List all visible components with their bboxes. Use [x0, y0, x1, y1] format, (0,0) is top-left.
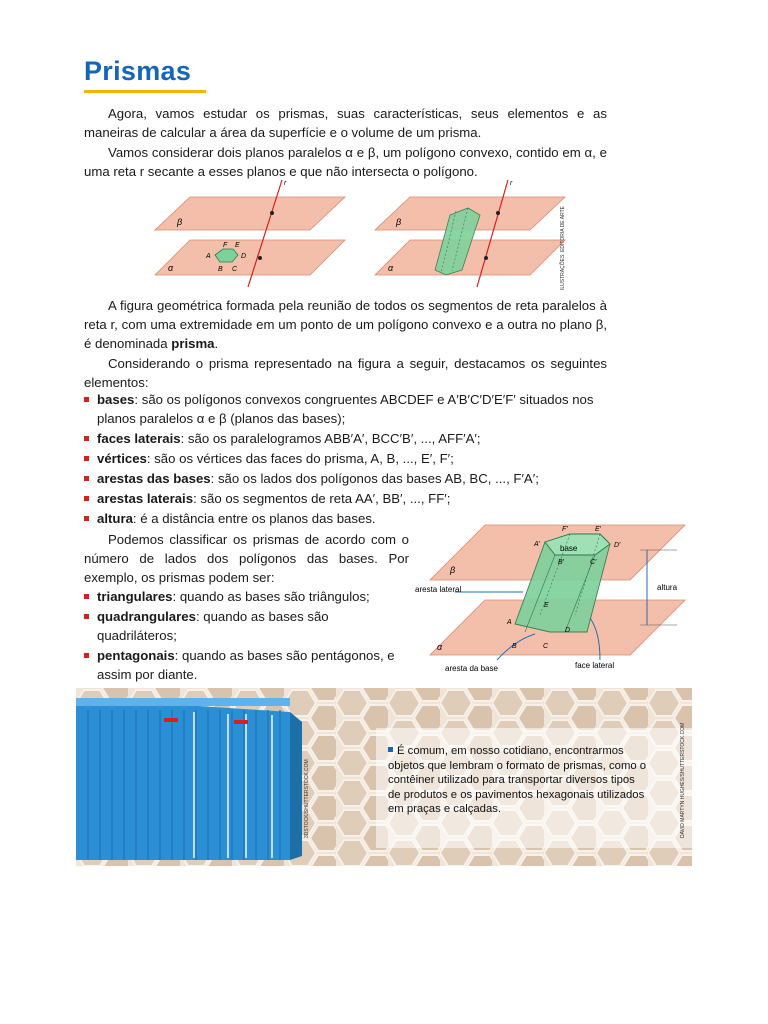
- label-B: B: [512, 643, 517, 650]
- list-item: altura: é a distância entre os planos das bases.: [84, 509, 607, 528]
- label-B-prime: B′: [558, 559, 564, 566]
- list-item: bases: são os polígonos convexos congruentes ABCDEF e A′B′C′D′E′F′ situados nos planos paralelos α e β (planos das bases);: [84, 390, 607, 428]
- plane-beta-left: [155, 197, 345, 230]
- caption-bullet: [388, 747, 393, 752]
- elements-intro: Considerando o prisma representado na figura a seguir, destacamos os seguintes elementos:: [84, 356, 607, 390]
- definition-paragraph: A figura geométrica formada pela reunião de todos os segmentos de reta paralelos à reta r, com uma extremidade em um ponto de um polígono convexo e a outra no plano β, é denominada prisma.: [84, 298, 607, 351]
- label-aresta-da-base: aresta da base: [445, 664, 498, 673]
- label-D-prime: D′: [614, 542, 621, 549]
- list-item: faces laterais: são os paralelogramos ABB′A′, BCC′B′, ..., AFF′A′;: [84, 429, 607, 448]
- label-E: E: [235, 242, 240, 249]
- label-C: C: [232, 266, 238, 273]
- label-B: B: [218, 266, 223, 273]
- intro-paragraph-2: Vamos considerar dois planos paralelos α e β, um polígono convexo, contido em α, e uma reta r secante a esses planos e que não intersecta o polígono.: [84, 145, 607, 179]
- list-item: quadrangulares: quando as bases são quadriláteros;: [84, 607, 409, 645]
- credit-left: 3DSTOCK/SHUTTERSTOCK.COM: [304, 759, 310, 838]
- label-E: E: [544, 602, 549, 609]
- label-altura: altura: [657, 583, 678, 592]
- label-C: C: [543, 643, 549, 650]
- list-item: arestas das bases: são os lados dos polígonos das bases AB, BC, ..., F′A′;: [84, 469, 607, 488]
- label-base: base: [560, 544, 578, 553]
- label-D: D: [565, 627, 571, 634]
- figure1-credit: ILUSTRAÇÕES: EDITORIA DE ARTE: [560, 205, 566, 290]
- label-beta: β: [450, 565, 456, 575]
- label-alpha-left: α: [168, 263, 174, 273]
- figure-prism-elements: [415, 520, 690, 680]
- list-item: pentagonais: quando as bases são pentágonos, e assim por diante.: [84, 646, 409, 684]
- term-prisma: prisma: [171, 336, 215, 351]
- label-alpha-right: α: [388, 263, 394, 273]
- label-A: A: [206, 253, 211, 260]
- prism-kinds-list: [84, 587, 409, 685]
- label-aresta-lateral: aresta lateral: [415, 585, 462, 594]
- label-A: A: [507, 619, 512, 626]
- list-item: arestas laterais: são os segmentos de reta AA′, BB′, ..., FF′;: [84, 489, 607, 508]
- list-item: vértices: são os vértices das faces do prisma, A, B, ..., E′, F′;: [84, 449, 607, 468]
- label-beta-right: β: [396, 217, 402, 227]
- elements-list: [84, 390, 607, 529]
- label-F: F: [223, 242, 228, 249]
- credit-right: DAVID MARTYN HUGHES/SHUTTERSTOCK.COM: [680, 722, 686, 838]
- plane-alpha-left: [155, 240, 345, 275]
- label-C-prime: C′: [590, 559, 597, 566]
- label-alpha: α: [437, 642, 443, 652]
- label-beta-left: β: [177, 217, 183, 227]
- title-underline: [84, 90, 206, 93]
- label-r-right: r: [510, 180, 513, 187]
- label-A-prime: A′: [534, 541, 540, 548]
- label-r-left: r: [284, 180, 287, 187]
- page-title: Prismas: [84, 56, 192, 86]
- label-E-prime: E′: [595, 526, 601, 533]
- photo-caption: É comum, em nosso cotidiano, encontrarmos objetos que lembram o formato de prismas, como o contêiner utilizado para transportar diversos tipos de produtos e os pavimentos hexagonais utilizados em praças e calçadas.: [388, 745, 647, 815]
- label-face-lateral: face lateral: [575, 661, 615, 670]
- container-image: [76, 698, 302, 860]
- label-D: D: [241, 253, 247, 260]
- classification-paragraph: Podemos classificar os prismas de acordo com o número de lados dos polígonos das bases. Por exemplo, os prismas podem ser:: [84, 532, 409, 585]
- figure-planes-polygon: [150, 175, 570, 290]
- label-F-prime: F′: [562, 526, 568, 533]
- list-item: triangulares: quando as bases são triângulos;: [84, 587, 409, 606]
- intro-paragraph-1: Agora, vamos estudar os prismas, suas características, seus elementos e as maneiras de calcular a área da superfície e o volume de um prisma.: [84, 106, 607, 140]
